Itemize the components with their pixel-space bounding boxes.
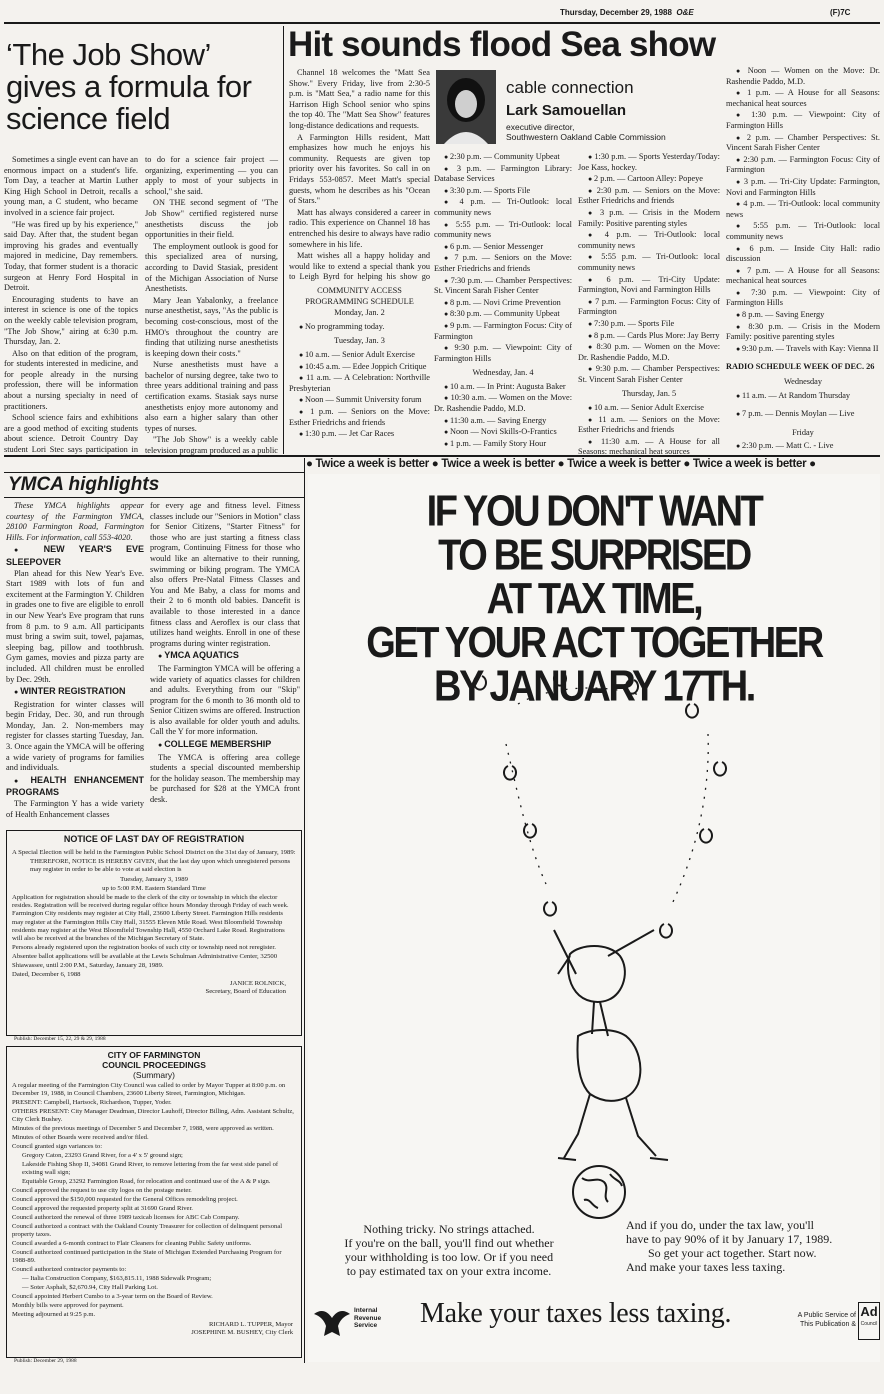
paragraph: Registration for winter classes will begin Friday, Dec. 30, and run through Monday, Jan. 2. Non-members may register for classes starting Tuesday, Jan. 3. Once again the YMCA will be offering a wide variety of programs for families and individuals. (6, 699, 144, 773)
ad-body-line: have to pay 90% of it by January 17, 1989. (626, 1232, 833, 1246)
council-item: — Soter Asphalt, $2,670.94, City Hall Parking Lot. (22, 1284, 158, 1291)
page-date: Thursday, December 29, 1988 O&E (560, 8, 694, 17)
schedule-item: ● 11:30 a.m. — A House for all Seasons: mechanical heat sources (578, 437, 720, 454)
council-item: Minutes of other Boards were received and/or filed. (12, 1134, 149, 1141)
job-show-col-1 (4, 155, 138, 455)
ad-body-line: Nothing tricky. No strings attached. (363, 1222, 535, 1236)
page-number: (F)7C (830, 8, 851, 17)
schedule-item: ● 10:30 a.m. — Women on the Move: Dr. Rashendie Paddo, M.D. (434, 393, 572, 414)
paragraph: Plan ahead for this New Year's Eve. Start 1989 with lots of fun and excitement at the Farmington Y. Children in grades one to five are eligible to enroll in our New Year's Eve program that runs from 8 p.m. to 9 a.m. All participants must bring a swim suit, towel, pajamas, sleeping bag, pillow and toothbrush. Gym games, movies and pizza party are included. All children must be enrolled by Dec. 29th. (6, 568, 144, 684)
schedule-item: ● 7 p.m. — A House for all Seasons: mechanical heat sources (726, 266, 880, 287)
paragraph: The YMCA is offering area college students a special discounted membership for the holiday season. The membership may be purchased for $28 at the YMCA front desk. (150, 752, 300, 805)
ad-body-right (626, 1218, 876, 1274)
schedule-title: COMMUNITY ACCESS PROGRAMMING SCHEDULE (305, 286, 414, 306)
schedule-item: ● 2 p.m. — Chamber Perspectives: St. Vincent Sarah Fisher Center (726, 133, 880, 154)
author-name: Lark Samouellan (506, 102, 627, 119)
paragraph: to do for a science fair project — organizing, experimenting — you can apply to most of your subjects in school," she said. (145, 155, 278, 196)
juggler-illustration (308, 674, 880, 1164)
council-item: Meeting adjourned at 9:25 p.m. (12, 1311, 96, 1318)
notice-paragraph: Persons already registered upon the registration books of such city or township need not reregister. (12, 944, 276, 952)
schedule-item: ● 2:30 p.m. — Matt C. - Live (726, 441, 880, 452)
schedule-item: ● 6 p.m. — Tri-City Update: Farmington, Novi and Farmington Hills (578, 275, 720, 296)
schedule-item: ● 8:30 p.m. — Crisis in the Modern Family: positive parenting styles (726, 322, 880, 343)
ymca-subhead: ● COLLEGE MEMBERSHIP (150, 739, 300, 752)
promo-banner: ● Twice a week is better ● Twice a week is better ● Twice a week is better ● Twice a week is better ● (306, 458, 816, 470)
schedule-item: ● 3 p.m. — Crisis in the Modern Family: Positive parenting styles (578, 208, 720, 229)
notice-title: NOTICE OF LAST DAY OF REGISTRATION (63, 834, 245, 844)
schedule-item: ● 1:30 p.m. — Jet Car Races (289, 429, 430, 440)
header-rule (4, 22, 880, 24)
author-portrait-icon (436, 70, 496, 144)
council-item: A regular meeting of the Farmington City Council was called to order by Mayor Tupper at 8:00 p.m. on December 19, 1988, in Council Chambers, 23600 Liberty Street, Farmington, Michigan. (12, 1082, 286, 1097)
ymca-col-2 (150, 501, 300, 831)
schedule-col-a (289, 282, 430, 454)
council-title-line: (Summary) (132, 1070, 176, 1080)
psa-credit (764, 1312, 856, 1329)
schedule-item: ● 10 a.m. — In Print: Augusta Baker (434, 382, 572, 393)
schedule-item: ● 7 p.m. — Dennis Moylan — Live (726, 409, 880, 420)
schedule-item: ● Noon — Summit University forum (289, 395, 430, 406)
schedule-item: ● 5:55 p.m. — Tri-Outlook: local community news (434, 220, 572, 241)
council-text (7, 1080, 301, 1319)
ad-council-mark: Ad (860, 1304, 878, 1319)
juggled-ring-icon (714, 762, 726, 776)
schedule-item: ● 5:55 p.m. — Tri-Outlook: local community news (726, 221, 880, 242)
paragraph: for every age and fitness level. Fitness classes include our "Seniors in Motion" class for Senior Citizens, "Starter Fitness" for those who are just starting a fitness class program, Continuing Fitness for those who would like an alternative to their running, swimming or biking program. The YMCA also offers Pre-Natal Fitness Classes and You and Me Baby, a class for moms and their 2 to 6 month old babies. Dancefit is available to those interested in a dance fitness class and Aeroflex is our class that utilizes hand weights. Enroll in one of these programs during winter registration. (150, 501, 300, 648)
council-item: Minutes of the previous meetings of December 5 and December 7, 1988, were approved as written. (12, 1125, 274, 1132)
ymca-intro: These YMCA highlights appear courtesy of the Farmington YMCA, 28100 Farmington Road, Farmington Hills. For information, call 553-4020. (6, 501, 144, 542)
ymca-col-1 (6, 501, 144, 831)
banner-text: Twice a week is better ● Twice a week is better ● Twice a week is better ● Twice a week is better ● (315, 458, 816, 470)
paragraph: Encouraging students to have an interest in science is one of the topics on the weekly cable television program, "The Job Show," airing at 6:30 p.m. Thursday, Jan. 2. (4, 294, 138, 347)
schedule-item: ● 1:30 p.m. — Viewpoint: City of Farmington Hills (726, 110, 880, 131)
paragraph: Matt has always considered a career in radio. This experience on Channel 18 has entrenched his desire to always have radio somewhere in his life. (289, 207, 430, 249)
schedule-item: ● 4 p.m. — Tri-Outlook: local community news (434, 197, 572, 218)
schedule-col-d (726, 66, 880, 454)
author-title (506, 122, 666, 142)
juggled-ring-icon (626, 680, 638, 694)
juggled-ring-icon (554, 674, 566, 686)
council-title-line: CITY OF FARMINGTON (107, 1050, 201, 1060)
irs-wordmark-line: Service (354, 1322, 378, 1329)
irs-wordmark (354, 1307, 381, 1330)
notice-paragraph: Application for registration should be made to the clerk of the city or township in which the elector resides. Registration will be received during regular office hours Monday through Friday of each week. Farmington City residents may register at City Hall, 23600 Liberty Street. Farmington Hills residents may register at the Farmington Hills City Hall, 31555 Eleven Mile Road. West Bloomfield Township residents may register at the West Bloomfield Township Hall, 4550 Orchard Lake Road. Registrations will also be received at the branches of the Michigan Secretary of State. (12, 894, 289, 943)
council-item: Council authorized contractor payments to: (12, 1266, 127, 1273)
notice-signature-title: Secretary, Board of Education (205, 988, 286, 996)
schedule-item: ● 10:45 a.m. — Edee Joppich Critique (289, 362, 430, 373)
council-item: Lakeside Fishing Shop II, 34081 Grand River, to remove lettering from the far west side panel of existing wall sign; (22, 1161, 279, 1176)
irs-wordmark-line: Revenue (354, 1314, 382, 1322)
schedule-item: ● 3:30 p.m. — Sports File (434, 186, 572, 197)
schedule-col-b (434, 152, 572, 454)
notice-signature: JANICE ROLNICK, (229, 980, 286, 988)
author-org: Southwestern Oakland Cable Commission (506, 132, 666, 142)
council-item: OTHERS PRESENT: City Manager Deadman, Director Lauhoff, Director Billing, Adm. Assistant Schultz, City Clerk Bushey. (12, 1108, 294, 1123)
council-title (7, 1050, 301, 1080)
paragraph: Channel 18 welcomes the "Matt Sea Show." Every Friday, live from 2:30-5 p.m. is "Matt Sea," a radio name for this Harrison High School senior who spins the top 40. The "Matt Sea Show" features long-distance dedications and requests. (289, 68, 430, 130)
job-show-article (4, 25, 279, 455)
council-signature: JOSEPHINE M. BUSHEY, City Clerk (191, 1329, 293, 1336)
council-item: PRESENT: Campbell, Hartsock, Richardson, Tupper, Yoder. (12, 1099, 172, 1106)
author-photo (436, 70, 496, 144)
paragraph: A Farmington Hills resident, Matt emphasizes how much he enjoys his community. Requests are given top priority over his favorites. So call in on Fridays 553-0857. Meet Matt's special guests, whom he describes as his "Ocean of Stars." (289, 132, 430, 206)
schedule-item: ● 1 p.m. — Seniors on the Move: Esther Friedrichs and friends (289, 407, 430, 428)
section-rule (4, 455, 880, 457)
schedule-item: ● 8:30 p.m. — Community Upbeat (434, 309, 572, 320)
irs-advertisement (308, 474, 880, 1362)
schedule-item: ● 11 a.m. — At Random Thursday (726, 391, 880, 402)
column-divider (304, 458, 305, 1363)
paragraph: "He was fired up by his experience," said Day. After that, the student began improving his grades and eventually majored in medicine, Day remembers. Today, that former student is a thoracic surgeon at Henry Ford Hospital in Detroit. (4, 219, 138, 293)
schedule-item: ● 7:30 p.m. — Viewpoint: City of Farmington Hills (726, 288, 880, 309)
schedule-item: ● 8 p.m. — Cards Plus More: Jay Berry (578, 331, 720, 342)
author-role: executive director, (506, 122, 575, 132)
schedule-item: ● 7:30 p.m. — Chamber Perspectives: St. Vincent Sarah Fisher Center (434, 276, 572, 297)
juggled-ring-icon (474, 676, 486, 690)
ad-body-line: If you're on the ball, you'll find out whether (344, 1236, 554, 1250)
schedule-item: ● 7 p.m. — Farmington Focus: City of Farmington (578, 297, 720, 318)
schedule-item: ● 5:55 p.m. — Tri-Outlook: local community news (578, 252, 720, 273)
council-publish-line: Publish: December 29, 1988 (14, 1358, 77, 1364)
ymca-subhead: ● WINTER REGISTRATION (6, 686, 144, 699)
ymca-subhead: ● HEALTH ENHANCEMENT PROGRAMS (6, 775, 144, 798)
paragraph: ON THE second segment of "The Job Show" certified registered nurse anesthetists discuss the job opportunities in their field. (145, 198, 278, 240)
council-item: Gregory Caton, 23293 Grand River, for a 4' x 5' ground sign; (22, 1152, 183, 1159)
globe-icon (564, 1160, 634, 1224)
paragraph: The Farmington YMCA will be offering a wide variety of aquatics classes for children and adults. Everything from our "Skip" program for the 6 month to 36 month old to Senior Citizen swims are offered. Instruction is also available for older youth and adults. Call the Y for more information. (150, 663, 300, 737)
juggled-ring-icon (544, 902, 556, 916)
job-show-headline: ‘The Job Show’ gives a formula for science field (6, 37, 252, 136)
irs-wordmark-line: Internal (354, 1307, 378, 1314)
schedule-day: Tuesday, Jan. 3 (334, 336, 385, 346)
juggled-ring-icon (660, 924, 672, 938)
juggled-ring-icon (504, 766, 516, 780)
schedule-item: ● 9 p.m. — Farmington Focus: City of Farmington (434, 321, 572, 342)
sea-show-col-1 (289, 68, 430, 282)
ad-headline-line: IF YOU DON'T WANT (426, 487, 762, 536)
council-item: Council approved the $150,000 requested for the General Offices remodeling project. (12, 1196, 238, 1203)
schedule-item: ● 10 a.m. — Senior Adult Exercise (578, 403, 720, 414)
ad-headline-line: GET YOUR ACT TOGETHER (366, 618, 822, 668)
section-rule (4, 497, 304, 498)
schedule-item: ● 11:30 a.m. — Saving Energy (434, 416, 572, 427)
schedule-item: ● 8 p.m. — Saving Energy (726, 310, 880, 321)
notice-paragraph: Dated, December 6, 1988 (12, 970, 81, 978)
council-item: Equitable Group, 23292 Farmington Road, for relocation and continued use of the A & P sign. (22, 1178, 271, 1185)
column-logo (434, 66, 720, 148)
sea-show-headline: Hit sounds flood Sea show (288, 25, 716, 64)
ad-headline-line: BY JANUARY 17TH. (434, 662, 754, 711)
column-divider (283, 26, 284, 454)
schedule-item: ● 1 p.m. — Family Story Hour (434, 439, 572, 450)
schedule-item: ● 9:30 p.m. — Travels with Kay: Vienna II (726, 344, 880, 355)
schedule-item: ● 7:30 p.m. — Sports File (578, 319, 720, 330)
council-item: — Italia Construction Company, $163,815.11, 1988 Sidewalk Program; (22, 1275, 212, 1282)
ad-headline-line: TO BE SURPRISED (438, 531, 750, 580)
council-item: Council approved the request to use city logos on the postage meter. (12, 1187, 192, 1194)
schedule-day: Monday, Jan. 2 (334, 308, 385, 318)
schedule-day: Thursday, Jan. 5 (621, 389, 677, 399)
juggler-figure-icon (568, 946, 625, 1002)
ad-council-word: Council (860, 1321, 878, 1327)
schedule-item: ● Noon — Novi Skills-O-Frantics (434, 427, 572, 438)
ad-body-line: And if you do, under the tax law, you'll (626, 1218, 815, 1232)
ymca-subhead: ● YMCA AQUATICS (150, 650, 300, 663)
council-item: Council awarded a 6-month contract to Flair Cleaners for cleaning Public Safety uniforms. (12, 1240, 252, 1247)
schedule-day: Friday (792, 427, 814, 437)
schedule-item: ● Noon — Women on the Move: Dr. Rashendie Paddo, M.D. (726, 66, 880, 87)
ad-body-line: So get your act together. Start now. (648, 1246, 817, 1260)
ad-body-line: And make your taxes less taxing. (626, 1260, 786, 1274)
juggled-ring-icon (524, 824, 536, 838)
schedule-item: ● 9:30 p.m. — Chamber Perspectives: St. Vincent Sarah Fisher Center (578, 364, 720, 385)
council-signatures (7, 1321, 301, 1337)
paragraph: Nurse anesthetists must have a bachelor of nursing degree, take two to three years additional training and pass certification exams. Stasiak says nurse anesthetists enjoy more autonomy and also earn a higher salary than other types of nurses. (145, 360, 278, 433)
ad-body-line: to pay estimated tax on your extra income. (346, 1264, 552, 1278)
council-item: Council approved the requested property split at 31690 Grand River. (12, 1205, 193, 1212)
schedule-item: ● 3 p.m. — Farmington Library: Database Services (434, 164, 572, 185)
paragraph: The Farmington Y has a wide variety of Health Enhancement classes (6, 799, 144, 819)
schedule-item: ● 4 p.m. — Tri-Outlook: local community news (578, 230, 720, 251)
notice-date: Tuesday, January 3, 1989 (120, 875, 188, 883)
council-item: Council authorized the renewal of three 1989 taxicab licenses for ABC Cab Company. (12, 1214, 240, 1221)
paragraph: Sometimes a single event can have an enormous impact on a student's life. Tom Day, a teacher at Martin Luther King High School in Detroit, recalls a young man, a C student, who became involved in a science fair project. (4, 155, 138, 217)
ad-headline-line: AT TAX TIME, (486, 575, 702, 624)
ad-body-line: your withholding is too low. Or if you need (344, 1250, 554, 1264)
column-title: cable connection (506, 78, 634, 97)
registration-notice (6, 830, 302, 1036)
schedule-item: ● 10 a.m. — Senior Adult Exercise (289, 350, 430, 361)
council-title-line: COUNCIL PROCEEDINGS (102, 1060, 206, 1070)
schedule-item: ● 3 p.m. — Tri-City Update: Farmington, Novi and Farmington Hills (726, 177, 880, 198)
ymca-headline: YMCA highlights (8, 474, 160, 495)
notice-paragraph: A Special Election will be held in the Farmington Public School District on the 31st day of January, 1989: (12, 849, 296, 856)
notice-time: up to 5:00 P.M. Eastern Standard Time (102, 884, 206, 892)
schedule-item: ● 4 p.m. — Tri-Outlook: local community news (726, 199, 880, 220)
ad-council-logo (858, 1302, 880, 1340)
schedule-item: ● 2 p.m. — Cartoon Alley: Popeye (578, 174, 720, 185)
schedule-item: ● 2:30 p.m. — Farmington Focus: City of Farmington (726, 155, 880, 176)
schedule-item: ● 1 p.m. — A House for all Seasons: mechanical heat sources (726, 88, 880, 109)
schedule-day: Wednesday (783, 377, 823, 387)
schedule-item: ● 2:30 p.m. — Community Upbeat (434, 152, 572, 163)
council-item: Council authorized continued participation in the State of Michigan Extended Purchasing Program for 1988-89. (12, 1249, 282, 1264)
schedule-col-c (578, 152, 720, 454)
job-show-col-2 (145, 155, 278, 455)
schedule-day: Wednesday, Jan. 4 (472, 368, 534, 378)
schedule-item: ● No programming today. (289, 322, 430, 333)
schedule-item: ● 9:30 p.m. — Viewpoint: City of Farmington Hills (434, 343, 572, 364)
section-rule (4, 472, 304, 473)
council-proceedings (6, 1046, 302, 1358)
ymca-subhead: ● NEW YEAR'S EVE SLEEPOVER (6, 544, 144, 567)
ad-slogan: Make your taxes less taxing. (420, 1298, 732, 1329)
paragraph: Matt wishes all a happy holiday and would like to extend a special thank you to Leigh Byrd for helping his show go (289, 251, 430, 282)
psa-credit-line: This Publication & (799, 1320, 856, 1328)
schedule-item: ● 1:30 p.m. — Sports Yesterday/Today: Joe Kass, hockey. (578, 152, 720, 173)
ad-body-left (314, 1222, 584, 1278)
council-signature: RICHARD L. TUPPER, Mayor (209, 1321, 293, 1328)
notice-publish-line: Publish: December 15, 22, 29 & 29, 1988 (14, 1036, 106, 1042)
schedule-item: ● 8 p.m. — Novi Crime Prevention (434, 298, 572, 309)
irs-eagle-logo (312, 1304, 352, 1340)
radio-schedule-title: RADIO SCHEDULE WEEK OF DEC. 26 (726, 362, 875, 372)
paragraph: "The Job Show" is a weekly cable television program produced as a public (145, 435, 278, 455)
paragraph: Also on that edition of the program, for students interested in medicine, and for people already in the nursing profession, there will be information about a nursing specialty in need of practitioners. (4, 348, 138, 411)
schedule-item: ● 6 p.m. — Inside City Hall: radio discussion (726, 244, 880, 265)
paragraph: School science fairs and exhibitions are a good method of exciting students about science. Detroit Country Day student Lori Stec says participation in (4, 413, 138, 455)
notice-paragraph: THEREFORE, NOTICE IS HEREBY GIVEN, that the last day upon which unregistered persons may register in order to be able to vote at said election is (30, 858, 291, 874)
schedule-item: ● 11 a.m. — Seniors on the Move: Esther Friedrichs and friends (578, 415, 720, 436)
paragraph: The employment outlook is good for this specialized area of nursing, according to David Stasiak, president of the Michigan Association of Nurse Anesthetists. (145, 241, 278, 294)
schedule-item: ● 11 a.m. — A Celebration: Northville Presbyterian (289, 373, 430, 394)
schedule-item: ● 6 p.m. — Senior Messenger (434, 242, 572, 253)
psa-credit-line: A Public Service of (797, 1312, 856, 1319)
schedule-item: ● 8:30 p.m. — Women on the Move: Dr. Rashendie Paddo, M.D. (578, 342, 720, 363)
council-item: Council appointed Herbert Cumbo to a 3-year term on the Board of Review. (12, 1293, 213, 1300)
schedule-item: ● 2:30 p.m. — Seniors on the Move: Esther Friedrichs and friends (578, 186, 720, 207)
juggled-ring-icon (700, 829, 712, 843)
council-item: Monthly bills were approved for payment. (12, 1302, 124, 1309)
council-item: Council authorized a contract with the Oakland County Treasurer for collection of delinquent personal property taxes. (12, 1223, 283, 1238)
eagle-icon (312, 1304, 352, 1340)
schedule-item: ● 7 p.m. — Seniors on the Move: Esther Friedrichs and friends (434, 253, 572, 274)
council-item: Council granted sign variances to: (12, 1143, 103, 1150)
juggled-ring-icon (686, 704, 698, 718)
notice-paragraph: Absentee ballot applications will be available at the Lewis Schulman Administrative Center, 32500 Shiawassee, until 2:00 P.M., Saturday, January 28, 1989. (12, 953, 278, 969)
paragraph: Mary Jean Yabalonky, a freelance nurse anesthetist, says, "As the public is becoming cost-conscious, most of the HMO's throughout the country are finding that utilizing nurse anesthetists is keeping down their costs." (145, 295, 278, 358)
